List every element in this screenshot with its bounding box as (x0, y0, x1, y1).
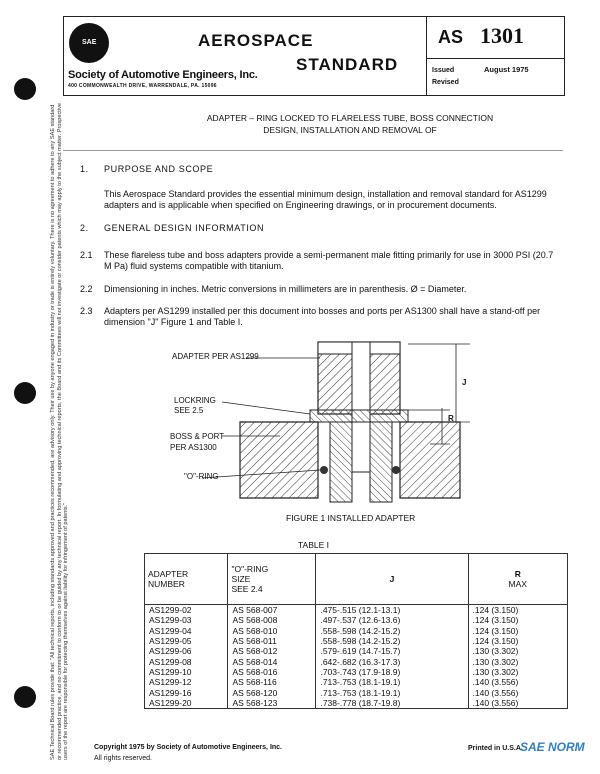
table-title: TABLE I (298, 540, 330, 550)
table-cell: .130 (3.302) (468, 667, 567, 677)
label-oring: "O"-RING (184, 472, 219, 481)
printed-in: Printed in U.S.A. (468, 745, 523, 752)
table-row (145, 698, 568, 709)
header-divider (426, 17, 427, 95)
label-adapter: ADAPTER PER AS1299 (172, 352, 259, 361)
table-cell: AS 568-012 (228, 646, 316, 656)
table-cell: AS 568-010 (228, 626, 316, 636)
table-cell: AS 568-011 (228, 636, 316, 646)
table-row (145, 677, 568, 687)
paragraph-text: Adapters per AS1299 installed per this document into bosses and ports per AS1300 shall have a stand-off per dimension "J" Figure 1 and Table I. (104, 306, 541, 327)
table-cell: .140 (3.556) (468, 698, 567, 709)
sae-logo-text: SAE (82, 39, 97, 46)
table-row (145, 646, 568, 656)
header-box (63, 16, 565, 96)
section-title: GENERAL DESIGN INFORMATION (104, 223, 265, 233)
label-boss-ref: PER AS1300 (170, 443, 217, 452)
table-cell: .713-.753 (18.1-19.1) (316, 677, 468, 687)
paragraph-number: 2.2 (80, 284, 93, 294)
title-standard: STANDARD (296, 55, 399, 74)
document-title-line: DESIGN, INSTALLATION AND REMOVAL OF (263, 125, 437, 135)
label-lockring: LOCKRING (174, 396, 216, 405)
col-oring-size (228, 554, 316, 605)
table-cell: .140 (3.556) (468, 687, 567, 697)
table-cell: AS1299-03 (145, 615, 228, 625)
section-title: PURPOSE AND SCOPE (104, 164, 214, 174)
label-lockring-ref: SEE 2.5 (174, 406, 204, 415)
table-row (145, 687, 568, 697)
dimension-j-label: J (462, 378, 467, 387)
side-disclaimer-text: SAE Technical Board rules provide that: "All technical reports, including standards approved and practices recommended, are advisory only. Their use by anyone engaged in industry or trade is entirely voluntary. There is no agreement to adhere to any SAE standard or recommended practice, and no commitment to conform to or be guided by any technical report. In formulating and approving technical reports, the Board and its Committees will not investigate or consider patents which may apply to the subject matter. Prospective users of the report are responsible for protecting themselves against liability for infringement of patents." (50, 103, 70, 760)
copyright-rights: All rights reserved. (94, 755, 152, 762)
table-cell: .558-.598 (14.2-15.2) (316, 636, 468, 646)
table-cell: AS 568-014 (228, 656, 316, 666)
leader-line (222, 402, 310, 414)
document-title-line: ADAPTER – RING LOCKED TO FLARELESS TUBE, BOSS CONNECTION (206, 113, 494, 123)
header-text: R (514, 569, 521, 579)
adapter-shank (370, 422, 392, 502)
table-cell: AS 568-007 (228, 605, 316, 616)
std-number: 1301 (480, 23, 524, 48)
punch-hole (14, 78, 36, 100)
table-cell: AS 568-016 (228, 667, 316, 677)
table-cell: .124 (3.150) (468, 636, 567, 646)
title-aerospace: AEROSPACE (198, 31, 314, 50)
table-cell: .475-.515 (12.1-13.1) (316, 605, 468, 616)
paragraph-text: These flareless tube and boss adapters provide a semi-permanent male fitting primarily for use in 3000 PSI (20.7 M Pa) fluid systems compatible with titanium. (104, 250, 554, 271)
table-cell: .713-.753 (18.1-19.1) (316, 687, 468, 697)
lockring (310, 410, 408, 422)
installed-adapter-figure (160, 338, 580, 513)
table-cell: .124 (3.150) (468, 615, 567, 625)
table-cell: .558-.598 (14.2-15.2) (316, 626, 468, 636)
table-cell: AS 568-120 (228, 687, 316, 697)
boss-right (400, 422, 460, 498)
table-cell: AS1299-02 (145, 605, 228, 616)
revised-label: Revised (432, 79, 459, 86)
table-cell: .497-.537 (12.6-13.6) (316, 615, 468, 625)
copyright: Copyright 1975 by Society of Automotive Engineers, Inc. (94, 744, 283, 751)
title-rule (63, 150, 563, 151)
table-cell: .130 (3.302) (468, 656, 567, 666)
boss-left (240, 422, 318, 498)
side-disclaimer (50, 100, 70, 760)
header-text: MAX (508, 579, 527, 589)
issued-date: August 1975 (484, 65, 529, 74)
o-ring (392, 466, 400, 474)
table-cell: AS1299-05 (145, 636, 228, 646)
paragraph-text: Dimensioning in inches. Metric conversions in millimeters are in parenthesis. Ø = Diameter. (104, 284, 467, 294)
punch-hole (14, 686, 36, 708)
watermark: SAE NORM (520, 740, 585, 754)
table-cell: .124 (3.150) (468, 626, 567, 636)
table-cell: AS1299-06 (145, 646, 228, 656)
adapter-shank (330, 422, 352, 502)
col-adapter-number (145, 554, 228, 605)
header-text: NUMBER (148, 579, 185, 589)
org-address: 400 COMMONWEALTH DRIVE, WARRENDALE, PA. 15096 (68, 83, 217, 89)
org-name: Society of Automotive Engineers, Inc. (68, 69, 258, 81)
table-cell: .579-.619 (14.7-15.7) (316, 646, 468, 656)
label-boss: BOSS & PORT (170, 432, 225, 441)
table-cell: .642-.682 (16.3-17.3) (316, 656, 468, 666)
table-header-row (145, 554, 568, 605)
table-cell: AS1299-10 (145, 667, 228, 677)
table-cell: AS1299-16 (145, 687, 228, 697)
header-text: ADAPTER (148, 569, 189, 579)
table-cell: .130 (3.302) (468, 646, 567, 656)
table-row (145, 656, 568, 666)
table-cell: AS 568-008 (228, 615, 316, 625)
section-number: 1. (80, 164, 89, 174)
table-cell: AS1299-12 (145, 677, 228, 687)
issued-label: Issued (432, 67, 455, 74)
table-cell: AS1299-20 (145, 698, 228, 709)
figure-caption: FIGURE 1 INSTALLED ADAPTER (286, 513, 416, 523)
table-row (145, 615, 568, 625)
o-ring (320, 466, 328, 474)
table-cell: AS1299-08 (145, 656, 228, 666)
paragraph-number: 2.3 (80, 306, 93, 316)
table-1 (144, 553, 568, 709)
table-cell: .124 (3.150) (468, 605, 567, 616)
table-cell: AS 568-123 (228, 698, 316, 709)
col-j: J (316, 554, 468, 605)
std-prefix: AS (438, 27, 464, 47)
table-cell: .703-.743 (17.9-18.9) (316, 667, 468, 677)
table-row (145, 636, 568, 646)
table-row (145, 626, 568, 636)
header-text: "O"-RING (231, 564, 269, 574)
header-text: SIZE (231, 574, 251, 584)
dimension-r-label: R (448, 414, 454, 423)
section-paragraph: This Aerospace Standard provides the essential minimum design, installation and removal standard for AS1299 adapters and is applicable when specified on Engineering drawings, or in procurement documents. (104, 189, 547, 210)
header-text: SEE 2.4 (231, 584, 263, 594)
adapter-bore (352, 342, 370, 472)
section-number: 2. (80, 223, 89, 233)
table-cell: AS 568-116 (228, 677, 316, 687)
table-row (145, 605, 568, 616)
table-cell: .140 (3.556) (468, 677, 567, 687)
header-divider (426, 58, 564, 59)
table-body (145, 605, 568, 709)
document-title (140, 112, 560, 136)
col-r-max (468, 554, 567, 605)
sae-logo (69, 23, 109, 63)
punch-hole (14, 382, 36, 404)
paragraph-number: 2.1 (80, 250, 93, 260)
table-row (145, 667, 568, 677)
table-cell: AS1299-04 (145, 626, 228, 636)
table-cell: .738-.778 (18.7-19.8) (316, 698, 468, 709)
